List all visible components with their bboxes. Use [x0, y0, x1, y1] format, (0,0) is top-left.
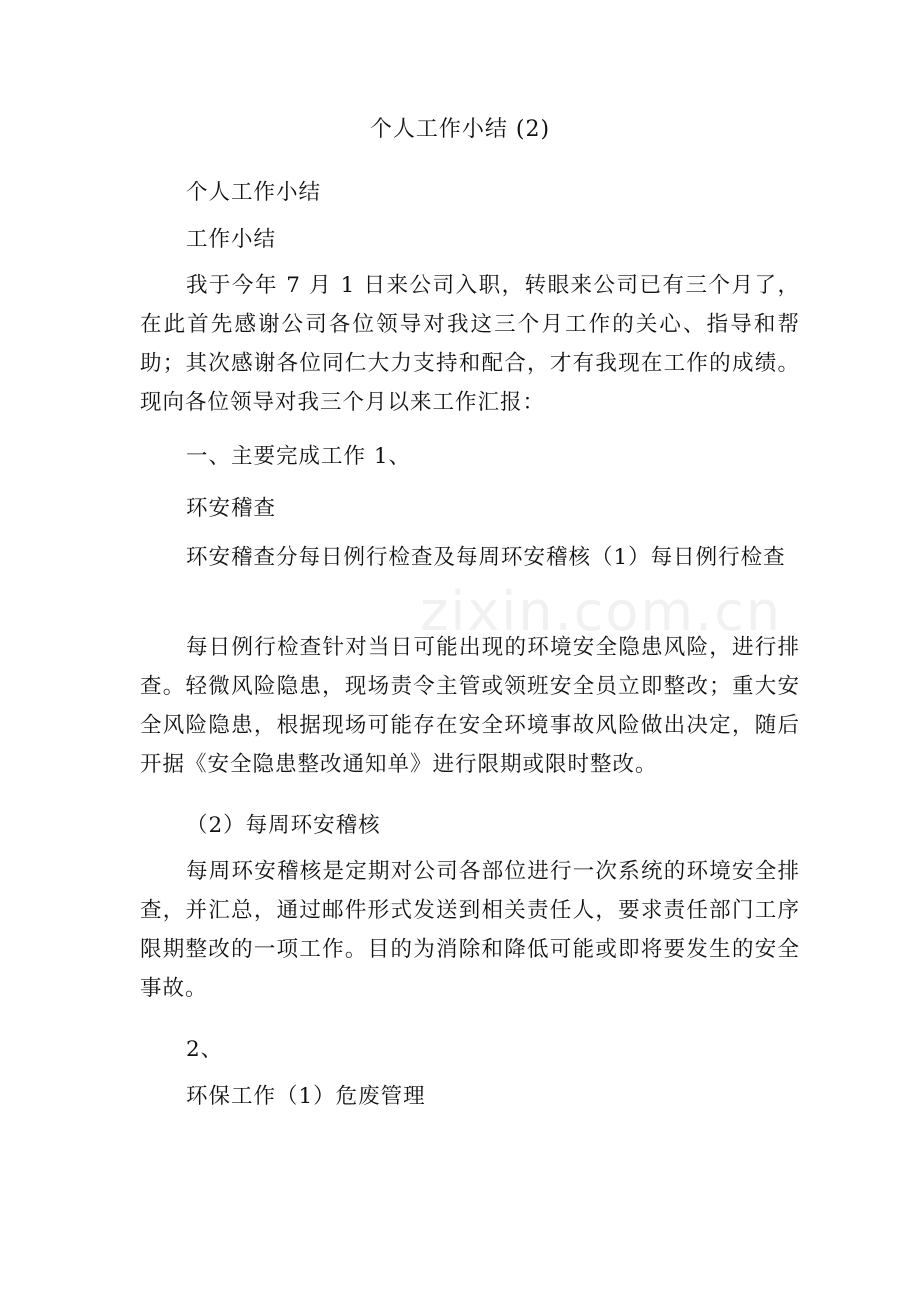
paragraph-section-1: 一、主要完成工作 1、 — [186, 444, 412, 469]
paragraph-item-2: 2、 — [186, 1037, 224, 1062]
paragraph-subheading-inspection: 环安稽查 — [186, 496, 277, 521]
paragraph-env-work: 环保工作（1）危废管理 — [186, 1084, 426, 1109]
paragraph-weekly-audit: 每周环安稽核是定期对公司各部位进行一次系统的环境安全排查，并汇总，通过邮件形式发送到相关责任人，要求责任部门工序限期整改的一项工作。目的为消除和降低可能或即将要发生的安全事故。 — [140, 859, 800, 1001]
document-title: 个人工作小结 (2) — [369, 117, 551, 142]
paragraph-weekly-heading: （2）每周环安稽核 — [186, 813, 381, 838]
paragraph-heading-2: 工作小结 — [186, 227, 277, 252]
paragraph-inspection-overview: 环安稽查分每日例行检查及每周环安稽核（1）每日例行检查 — [186, 545, 786, 570]
paragraph-intro: 我于今年 7 月 1 日来公司入职，转眼来公司已有三个月了，在此首先感谢公司各位领导对我这三个月工作的关心、指导和帮助；其次感谢各位同仁大力支持和配合，才有我现在工作的成绩。现向各位领导对我三个月以来工作汇报： — [140, 273, 800, 415]
watermark: zixin.com.cn — [420, 580, 783, 643]
paragraph-heading-1: 个人工作小结 — [186, 180, 322, 205]
paragraph-daily-check: 每日例行检查针对当日可能出现的环境安全隐患风险，进行排查。轻微风险隐患，现场责令主管或领班安全员立即整改；重大安全风险隐患，根据现场可能存在安全环境事故风险做出决定，随后开据《安全隐患整改通知单》进行限期或限时整改。 — [140, 635, 800, 777]
